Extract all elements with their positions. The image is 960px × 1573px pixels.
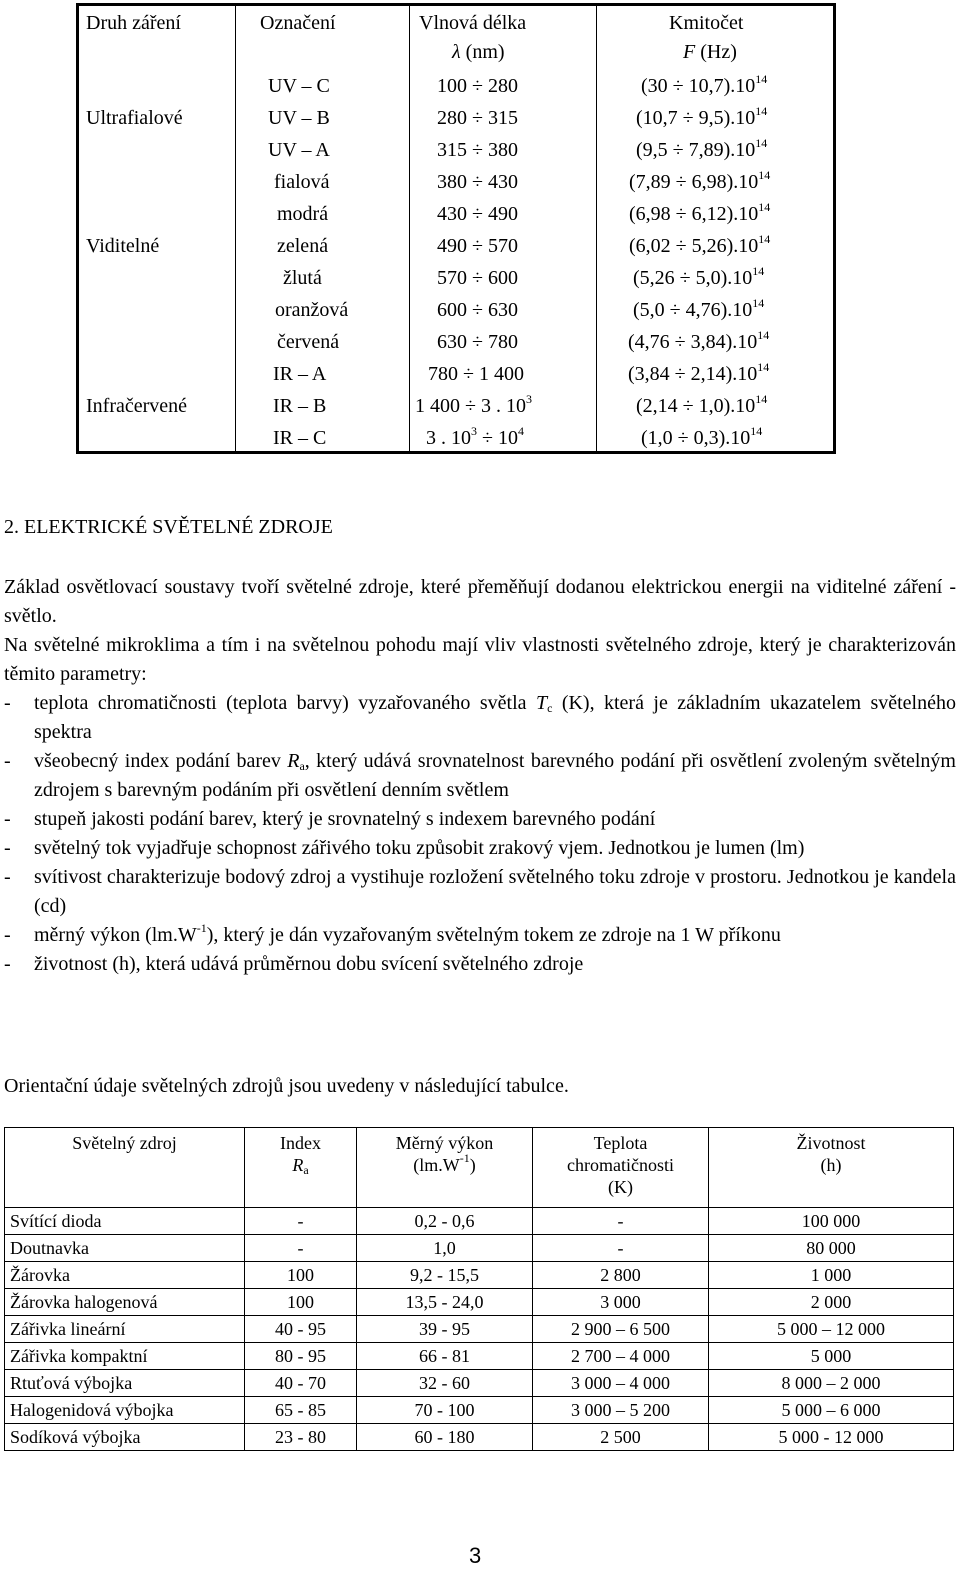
body-text xyxy=(4,573,956,979)
row-label: UV – C xyxy=(268,75,330,97)
table-intro: Orientační údaje světelných zdrojů jsou uvedeny v následující tabulce. xyxy=(4,1075,569,1097)
row-label: červená xyxy=(277,331,340,353)
row-frequency: $(6,98 \div 6,12).10^{14}$ xyxy=(629,200,771,225)
column-divider xyxy=(235,6,236,451)
paragraph: Základ osvětlovací soustavy tvoří světelné zdroje, které přeměňují dodanou elektrickou energii na viditelné záření - světlo. xyxy=(4,576,956,627)
header-frequency-unit: F (Hz) xyxy=(683,41,737,63)
row-range: 490 ÷ 570 xyxy=(437,235,518,257)
section-heading: 2. ELEKTRICKÉ SVĚTELNÉ ZDROJE xyxy=(4,516,333,538)
row-label: UV – A xyxy=(268,139,330,161)
page-number: 3 xyxy=(469,1543,482,1568)
row-range: 600 ÷ 630 xyxy=(437,299,518,321)
table-row: Svítící dioda - 0,2 - 0,6 - 100 000 xyxy=(5,1208,954,1235)
table-row: Zářivka lineární 40 - 95 39 - 95 2 900 – 6 500 5 000 – 12 000 xyxy=(5,1316,954,1343)
header-power: Měrný výkon $(lm.W^{-1})$ xyxy=(357,1128,533,1208)
row-label: UV – B xyxy=(268,107,330,129)
header-label: Označení xyxy=(260,12,336,34)
lambda-symbol: λ xyxy=(452,41,461,63)
row-label: žlutá xyxy=(283,267,322,289)
list-item: - stupeň jakosti podání barev, který je srovnatelný s indexem barevného podání xyxy=(4,808,656,830)
table-row: Žárovka 100 9,2 - 15,5 2 800 1 000 xyxy=(5,1262,954,1289)
table-header-row xyxy=(5,1128,954,1208)
list-item: - všeobecný index podání barev $R_a$, který udává srovnatelnost barevného podání při osvětlení zvoleným světelným zdrojem s barevným podáním při osvětlení denním světlem xyxy=(4,750,956,801)
header-wavelength: Vlnová délka xyxy=(419,12,527,34)
row-frequency: $(7,89 \div 6,98).10^{14}$ xyxy=(629,168,771,193)
paragraph: Na světelné mikroklima a tím i na světelnou pohodu mají vliv vlastnosti světelného zdroje, který je charakterizován těmito parametry: xyxy=(4,634,956,685)
row-frequency: $(30 \div 10,7).10^{14}$ xyxy=(641,72,768,97)
row-label: IR – A xyxy=(273,363,327,385)
row-range: 3 . $10^3 \div 10^4$ xyxy=(426,424,524,449)
light-source-table xyxy=(4,1127,954,1451)
list-item: - svítivost charakterizuje bodový zdroj a vystihuje rozložení světelného toku zdroje v prostoru. Jednotkou je kandela (cd) xyxy=(4,866,956,917)
row-range: 280 ÷ 315 xyxy=(437,107,518,129)
row-label: modrá xyxy=(277,203,329,225)
column-divider xyxy=(596,6,597,451)
group-visible: Viditelné xyxy=(86,235,160,257)
row-frequency: $(10,7 \div 9,5).10^{14}$ xyxy=(636,104,768,129)
header-temperature: Teplota chromatičnosti (K) xyxy=(533,1128,709,1208)
row-frequency: $(1,0 \div 0,3).10^{14}$ xyxy=(641,424,763,449)
table-row: Halogenidová výbojka 65 - 85 70 - 100 3 000 – 5 200 5 000 – 6 000 xyxy=(5,1397,954,1424)
row-label: zelená xyxy=(277,235,329,257)
row-label: oranžová xyxy=(275,299,349,321)
table-row: Sodíková výbojka 23 - 80 60 - 180 2 500 5 000 - 12 000 xyxy=(5,1424,954,1451)
header-source: Světelný zdroj xyxy=(5,1128,245,1208)
row-frequency: $(3,84 \div 2,14).10^{14}$ xyxy=(628,360,770,385)
row-range: 380 ÷ 430 xyxy=(437,171,518,193)
row-frequency: $(5,0 \div 4,76).10^{14}$ xyxy=(633,296,765,321)
list-item: - teplota chromatičnosti (teplota barvy) vyzařovaného světla $T_c$ (K), která je základním ukazatelem světelného spektra xyxy=(4,692,956,743)
row-frequency: $(2,14 \div 1,0).10^{14}$ xyxy=(636,392,768,417)
header-frequency: Kmitočet xyxy=(669,12,744,34)
header-kind: Druh záření xyxy=(86,12,181,34)
row-frequency: $(5,26 \div 5,0).10^{14}$ xyxy=(633,264,765,289)
header-wavelength-unit: λ (nm) xyxy=(452,41,505,63)
row-frequency: $(4,76 \div 3,84).10^{14}$ xyxy=(628,328,770,353)
row-range: 1 400 ÷ 3 . $10^3$ xyxy=(415,392,532,417)
table-row: Doutnavka - 1,0 - 80 000 xyxy=(5,1235,954,1262)
row-label: IR – C xyxy=(273,427,327,449)
row-range: 315 ÷ 380 xyxy=(437,139,518,161)
group-ultraviolet: Ultrafialové xyxy=(86,107,183,129)
row-range: 630 ÷ 780 xyxy=(437,331,518,353)
row-frequency: $(6,02 \div 5,26).10^{14}$ xyxy=(629,232,771,257)
row-range: 780 ÷ 1 400 xyxy=(428,363,524,385)
table-row: Zářivka kompaktní 80 - 95 66 - 81 2 700 – 4 000 5 000 xyxy=(5,1343,954,1370)
list-item: - měrný výkon $(lm.W^{-1})$, který je dán vyzařovaným světelným tokem ze zdroje na 1 W příkonu xyxy=(4,921,781,946)
header-index: Index $R_a$ xyxy=(245,1128,357,1208)
frequency-symbol: F xyxy=(683,41,696,63)
row-label: fialová xyxy=(274,171,330,193)
row-range: 100 ÷ 280 xyxy=(437,75,518,97)
row-frequency: $(9,5 \div 7,89).10^{14}$ xyxy=(636,136,768,161)
row-range: 430 ÷ 490 xyxy=(437,203,518,225)
row-label: IR – B xyxy=(273,395,327,417)
list-item: - světelný tok vyjadřuje schopnost zářivého toku způsobit zrakový vjem. Jednotkou je lumen (lm) xyxy=(4,837,805,859)
group-infrared: Infračervené xyxy=(86,395,188,417)
list-item: - životnost (h), která udává průměrnou dobu svícení světelného zdroje xyxy=(4,953,584,975)
table-row: Žárovka halogenová 100 13,5 - 24,0 3 000 2 000 xyxy=(5,1289,954,1316)
radiation-table xyxy=(76,3,836,454)
table-row: Rtuťová výbojka 40 - 70 32 - 60 3 000 – 4 000 8 000 – 2 000 xyxy=(5,1370,954,1397)
column-divider xyxy=(409,6,410,451)
row-range: 570 ÷ 600 xyxy=(437,267,518,289)
header-lifetime: Životnost (h) xyxy=(709,1128,954,1208)
